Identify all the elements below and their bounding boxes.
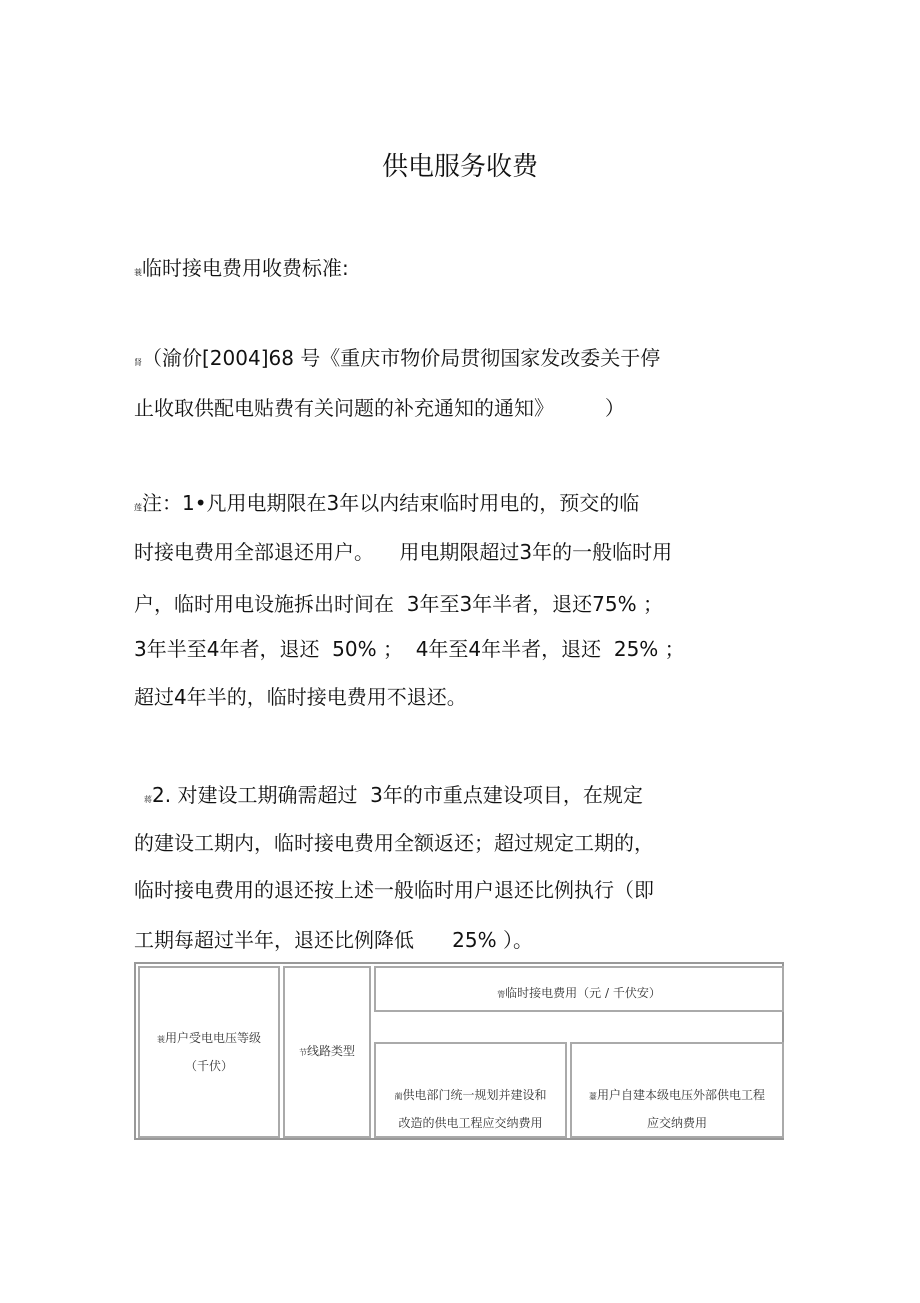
note2-line — [144, 783, 643, 812]
note1-line: 3年半至4年者，退还 50% ； 4年至4年半者，退还 25% ； — [134, 637, 685, 661]
header-text: 供电部门统一规划并建设和 — [402, 1088, 547, 1102]
mark: 蒋 — [144, 795, 152, 804]
reference-text: （渝价[2004]68 号《重庆市物价局贯彻国家发改委关于停 — [142, 346, 661, 370]
heading-text: 临时接电费用收费标准: — [142, 256, 349, 280]
note2-line: 工期每超过半年，退还比例降低 25% ）。 — [134, 928, 533, 952]
reference-line-1 — [134, 346, 660, 375]
header-text: 应交纳费用 — [646, 1116, 707, 1130]
header-text: （千伏） — [184, 1059, 233, 1073]
header-text: 线路类型 — [306, 1044, 355, 1058]
mark: 莲 — [134, 503, 142, 512]
note1-line — [134, 491, 639, 520]
mark: 蓑 — [156, 1035, 165, 1044]
note2-line: 的建设工期内，临时接电费用全额返还；超过规定工期的， — [134, 831, 654, 855]
note-text: 注：1•凡用电期限在3年以内结束临时用电的，预交的临 — [142, 491, 640, 515]
reference-line-2: 止收取供配电贴费有关问题的补充通知的通知》 ） — [134, 396, 625, 420]
header-text: 临时接电费用（元 / 千伏安） — [505, 986, 661, 1000]
mark: 蔺 — [394, 1092, 403, 1101]
note-text: 2. 对建设工期确需超过 3年的市重点建设项目，在规定 — [152, 783, 643, 807]
header-text: 改造的供电工程应交纳费用 — [398, 1116, 543, 1130]
header-supply-dept — [374, 1042, 567, 1138]
note1-line: 超过4年半的，临时接电费用不退还。 — [134, 685, 467, 709]
mark: 节 — [298, 1048, 307, 1057]
header-fee — [374, 966, 784, 1012]
note1-line: 时接电费用全部退还用户。 用电期限超过3年的一般临时用 — [134, 540, 673, 564]
note1-line: 户，临时用电设施拆出时间在 3年至3年半者，退还75% ； — [134, 592, 663, 616]
mark: 薹 — [588, 1092, 597, 1101]
page-title: 供电服务收费 — [381, 152, 538, 182]
mark: 肾 — [134, 358, 142, 367]
header-self-built — [570, 1042, 784, 1138]
mark: 膂 — [497, 990, 506, 999]
note2-line: 临时接电费用的退还按上述一般临时用户退还比例执行（即 — [134, 878, 654, 902]
section-heading — [134, 256, 349, 285]
header-text: 用户受电电压等级 — [164, 1031, 261, 1045]
header-text: 用户自建本级电压外部供电工程 — [596, 1088, 765, 1102]
header-line-type — [283, 966, 371, 1138]
header-voltage — [138, 966, 280, 1138]
mark: 蓑 — [134, 268, 142, 277]
fee-table — [134, 962, 784, 1140]
